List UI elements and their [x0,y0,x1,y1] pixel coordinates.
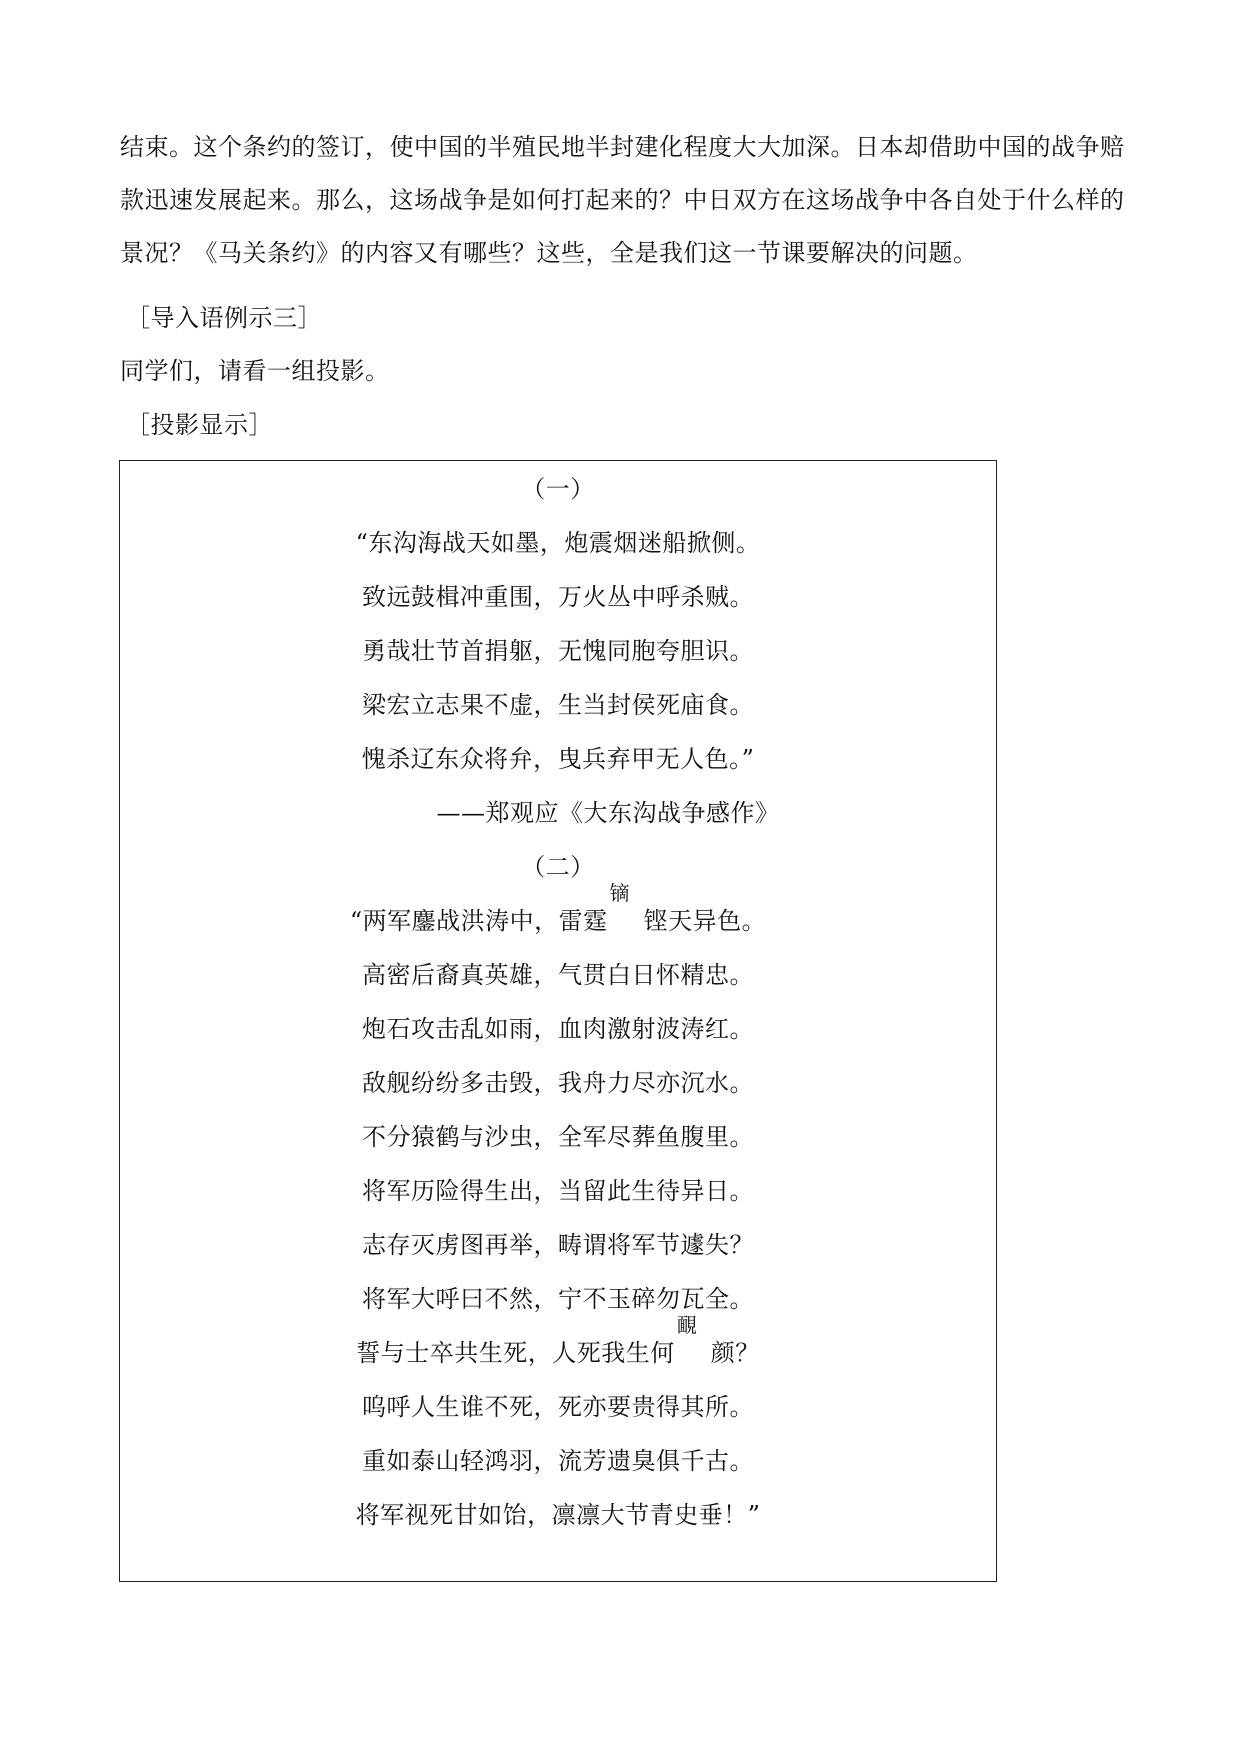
projection-label: ［投影显示］ [126,411,273,439]
poem-two-line-9-end: 颜？ [710,1339,760,1367]
poem-two-line-1-start: “两军鏖战洪涛中，雷霆 [349,907,608,935]
poem-two-line-11: 重如泰山轻鸿羽，流芳遗臭俱千古。 [362,1447,754,1475]
poem-two-line-6: 将军历险得生出，当留此生待异日。 [362,1177,754,1205]
poem-one-line-4: 梁宏立志果不虚，生当封侯死庙食。 [362,691,754,719]
poem-two-line-1-end: 铿天异色。 [643,907,767,935]
inline-glyph-di [608,881,644,929]
poem-two-line-8: 将军大呼曰不然，宁不玉碎勿瓦全。 [362,1285,754,1313]
poem-two-line-3: 炮石攻击乱如雨，血肉激射波涛红。 [362,1015,754,1043]
poem-two-line-10: 呜呼人生谁不死，死亦要贵得其所。 [362,1393,754,1421]
poem-two-line-4: 敌舰纷纷多击毁，我舟力尽亦沉水。 [362,1069,754,1097]
projection-box [119,460,997,1582]
poem-two-line-9-start: 誓与士卒共生死，人死我生何 [356,1339,675,1367]
poem-two-line-2: 高密后裔真英雄，气贯白日怀精忠。 [362,961,754,989]
poem-one-attribution: ——郑观应《大东沟战争感作》 [436,799,780,827]
poem-two-line-12: 将军视死甘如饴，凛凛大节青史垂！” [355,1501,761,1529]
inline-glyph-mian-char: 靦 [676,1313,698,1337]
poem-one-line-3: 勇哉壮节首捐躯，无愧同胞夸胆识。 [362,637,754,665]
instruction-line: 同学们，请看一组投影。 [120,357,390,385]
intro-paragraph: 结束。这个条约的签订，使中国的半殖民地半封建化程度大大加深。日本却借助中国的战争赔款迅速发展起来。那么，这场战争是如何打起来的？中日双方在这场战争中各自处于什么样的景况？《马关条约》的内容又有哪些？这些，全是我们这一节课要解决的问题。 [120,133,1125,267]
inline-glyph-di-char: 镝 [609,881,631,905]
poem-one-line-5: 愧杀辽东众将弁，曳兵弃甲无人色。” [361,745,755,773]
poem-two-heading: （二） [521,853,595,881]
inline-glyph-mian [675,1313,711,1361]
poem-two-line-1 [120,881,996,937]
section-label: ［导入语例示三］ [126,304,322,332]
poem-two-line-5: 不分猿鹤与沙虫，全军尽葬鱼腹里。 [362,1123,754,1151]
poem-two-line-7: 志存灭虏图再举，畴谓将军节遽失？ [362,1231,754,1259]
poem-one-line-1: “东沟海战天如墨，炮震烟迷船掀侧。 [355,529,761,557]
poem-one-line-2: 致远鼓楫冲重围，万火丛中呼杀贼。 [362,583,754,611]
poem-one-heading: （一） [521,475,595,503]
poem-two-line-9 [120,1313,996,1369]
